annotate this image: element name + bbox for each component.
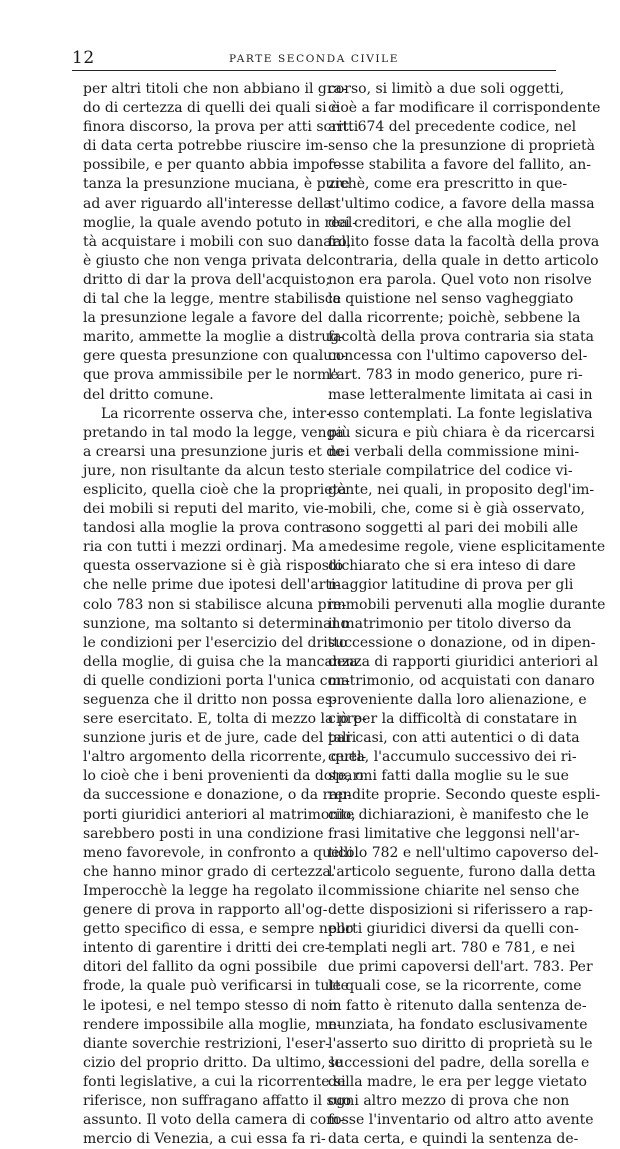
paragraph-2: [83, 405, 367, 1149]
left-column: [83, 80, 367, 1149]
text-line: due primi capoversi dell'art. 783. Per: [328, 959, 593, 976]
text-line: gente, nei quali, in proposito degl'im-: [328, 481, 595, 498]
text-line: che nelle prime due ipotesi dell'arti-: [83, 577, 341, 594]
text-line: fosse stabilita a favore del fallito, an-: [328, 157, 591, 174]
text-line: successioni del padre, della sorella e: [328, 1054, 590, 1071]
text-line: moglie, la quale avendo potuto in real-: [83, 214, 358, 231]
text-line: sunzione, ma soltanto si determinano: [83, 615, 349, 632]
text-line: ticolo 782 e nell'ultimo capoverso del-: [328, 844, 599, 861]
text-line: della moglie, di guisa che la mancanza: [83, 653, 358, 670]
text-line: le ipotesi, e nel tempo stesso di non: [83, 997, 338, 1014]
text-line: porti giuridici anteriori al matrimonio,: [83, 806, 356, 823]
text-line: genere di prova in rapporto all'og-: [83, 902, 328, 919]
text-line: seguenza che il dritto non possa es-: [83, 692, 337, 708]
text-line: que prova ammissibile per le norme: [83, 367, 339, 384]
text-line: La ricorrente osserva che, inter-: [101, 405, 331, 422]
text-line: getto specifico di essa, e sempre nello: [83, 921, 354, 938]
text-line: immobili pervenuti alla moglie durante: [328, 596, 606, 613]
text-line: maggior latitudine di prova per gli: [328, 577, 574, 594]
text-line: le condizioni per l'esercizio del dritto: [83, 634, 348, 651]
text-line: l'articolo seguente, furono dalla detta: [328, 863, 596, 880]
text-line: templati negli art. 780 e 781, e nei: [328, 940, 575, 957]
page-number: 12: [72, 48, 95, 68]
text-line: pretando in tal modo la legge, venga: [83, 424, 344, 441]
text-line: le quali cose, se la ricorrente, come: [328, 978, 582, 995]
text-line: Imperocchè la legge ha regolato il: [83, 882, 327, 899]
text-line: porti giuridici diversi da quelli con-: [328, 921, 579, 938]
text-line: riferisce, non suffragano affatto il suo: [83, 1092, 352, 1109]
text-line: senso che la presunzione di proprietà: [328, 138, 595, 155]
text-line: cite dichiarazioni, è manifesto che le: [328, 806, 589, 823]
text-line: ditori del fallito da ogni possibile: [83, 959, 318, 976]
running-title: PARTE SECONDA CIVILE: [229, 53, 399, 65]
text-line: frode, la quale può verificarsi in tutte: [83, 978, 349, 995]
text-line: marito, ammette la moglie a distrug-: [83, 329, 344, 346]
text-line: è giusto che non venga privata del: [83, 252, 328, 269]
text-line: sparmi fatti dalla moglie su le sue: [328, 768, 569, 785]
text-line: lo cioè che i beni provenienti da dote, o: [83, 768, 364, 785]
text-line: da successione e donazione, o da rap-: [83, 787, 352, 804]
text-line: nunziata, ha fondato esclusivamente: [328, 1016, 588, 1033]
text-line: denza di rapporti giuridici anteriori al: [328, 653, 599, 670]
text-line: commissione chiarite nel senso che: [328, 882, 580, 899]
text-line: facoltà della prova contraria sia stata: [328, 329, 594, 346]
text-line: mase letteralmente limitata ai casi in: [328, 386, 593, 403]
text-line: non era parola. Quel voto non risolve: [328, 271, 592, 288]
text-line: contraria, della quale in detto articolo: [328, 252, 599, 269]
paragraph-3: [328, 80, 606, 1149]
text-line: esplicito, quella cioè che la proprietà: [83, 481, 347, 498]
text-line: gere questa presunzione con qualun-: [83, 348, 347, 365]
text-line: finora discorso, la prova per atti scritti: [83, 119, 359, 136]
text-line: matrimonio, od acquistati con danaro: [328, 672, 595, 689]
text-line: successione o donazione, od in dipen-: [328, 634, 596, 651]
text-line: l'altro argomento della ricorrente, quel-: [83, 749, 367, 766]
text-line: fosse l'inventario od altro atto avente: [328, 1112, 594, 1129]
text-line: della madre, le era per legge vietato: [328, 1073, 587, 1090]
text-line: colo 783 non si stabilisce alcuna pre-: [83, 596, 347, 613]
text-line: cioè a far modificare il corrispondente: [328, 100, 601, 117]
text-line: corso, si limitò a due soli oggetti,: [328, 81, 565, 97]
text-line: di quelle condizioni porta l'unica con-: [83, 672, 350, 689]
text-line: do di certezza di quelli dei quali si è: [83, 100, 340, 117]
text-line: tali casi, con atti autentici o di data: [328, 730, 580, 747]
text-line: steriale compilatrice del codice vi-: [328, 462, 573, 479]
text-line: st'ultimo codice, a favore della massa: [328, 195, 595, 212]
text-line: esso contemplati. La fonte legislativa: [328, 405, 593, 422]
text-line: jure, non risultante da alcun testo: [83, 462, 325, 479]
text-line: per altri titoli che non abbiano il gra-: [83, 81, 347, 97]
text-line: dichiarato che si era inteso di dare: [328, 558, 576, 575]
text-line: dette disposizioni si riferissero a rap-: [328, 902, 593, 919]
text-line: a crearsi una presunzione juris et de: [83, 443, 344, 460]
text-line: che hanno minor grado di certezza.: [83, 863, 336, 880]
text-line: tanza la presunzione muciana, è pure: [83, 176, 350, 193]
text-line: il matrimonio per titolo diverso da: [328, 615, 572, 632]
text-line: dei creditori, e che alla moglie del: [328, 214, 572, 231]
text-line: dei mobili si reputi del marito, vie-: [83, 501, 329, 518]
text-line: ria con tutti i mezzi ordinarj. Ma a: [83, 539, 328, 556]
text-line: concessa con l'ultimo capoverso del-: [328, 348, 588, 365]
text-line: tandosi alla moglie la prova contra-: [83, 520, 335, 537]
paragraph-1: [83, 80, 359, 405]
text-line: più sicura e più chiara è da ricercarsi: [328, 424, 595, 441]
text-line: ogni altro mezzo di prova che non: [328, 1092, 570, 1109]
right-column: [328, 80, 606, 1149]
text-line: zichè, come era prescritto in que-: [328, 176, 568, 193]
text-line: nei verbali della commissione mini-: [328, 443, 580, 460]
text-line: sunzione juris et de jure, cade del pari: [83, 730, 357, 747]
text-line: rendere impossibile alla moglie, me-: [83, 1016, 342, 1033]
text-line: sono soggetti al pari dei mobili alle: [328, 520, 579, 537]
text-line: proveniente dalla loro alienazione, e: [328, 692, 587, 708]
text-line: tà acquistare i mobili con suo danaro,: [83, 233, 352, 250]
text-line: la presunzione legale a favore del: [83, 310, 323, 327]
text-line: frasi limitative che leggonsi nell'ar-: [328, 825, 580, 842]
text-line: in fatto è ritenuto dalla sentenza de-: [328, 997, 587, 1014]
text-line: l'asserto suo diritto di proprietà su le: [328, 1035, 593, 1052]
text-line: del dritto comune.: [83, 386, 214, 403]
text-line: questa osservazione si è già risposto: [83, 558, 344, 575]
text-line: intento di garentire i dritti dei cre-: [83, 940, 330, 957]
text-line: art. 674 del precedente codice, nel: [328, 119, 577, 136]
text-line: di tal che la legge, mentre stabilisce: [83, 291, 342, 308]
text-line: ciò per la difficoltà di constatare in: [328, 711, 578, 728]
text-line: fallito fosse data la facoltà della prova: [328, 233, 600, 250]
text-line: di data certa potrebbe riuscire im-: [83, 138, 329, 155]
text-line: diante soverchie restrizioni, l'eser-: [83, 1035, 330, 1052]
text-line: medesime regole, viene esplicitamente: [328, 539, 606, 556]
text-line: meno favorevole, in confronto a quelli: [83, 844, 353, 861]
text-line: ad aver riguardo all'interesse della: [83, 195, 332, 212]
text-line: rendite proprie. Secondo queste espli-: [328, 787, 601, 804]
header-rule: [72, 70, 556, 71]
text-line: cizio del proprio dritto. Da ultimo, le: [83, 1054, 343, 1071]
text-line: dalla ricorrente; poichè, sebbene la: [328, 310, 581, 327]
text-line: mercio di Venezia, a cui essa fa ri-: [83, 1131, 326, 1148]
text-line: sere esercitato. E, tolta di mezzo la pre-: [83, 711, 367, 728]
text-line: certa, l'accumulo successivo dei ri-: [328, 749, 577, 766]
text-line: assunto. Il voto della camera di com-: [83, 1112, 345, 1129]
text-line: possibile, e per quanto abbia impor-: [83, 157, 340, 174]
text-line: l'art. 783 in modo generico, pure ri-: [328, 367, 583, 384]
page-header: [72, 48, 556, 68]
text-line: mobili, che, come si è già osservato,: [328, 501, 585, 518]
text-line: data certa, e quindi la sentenza de-: [328, 1131, 579, 1148]
text-line: sarebbero posti in una condizione: [83, 825, 324, 842]
text-line: la quistione nel senso vagheggiato: [328, 291, 574, 308]
text-line: fonti legislative, a cui la ricorrente si: [83, 1073, 346, 1090]
text-line: dritto di dar la prova dell'acquisto;: [83, 271, 331, 288]
